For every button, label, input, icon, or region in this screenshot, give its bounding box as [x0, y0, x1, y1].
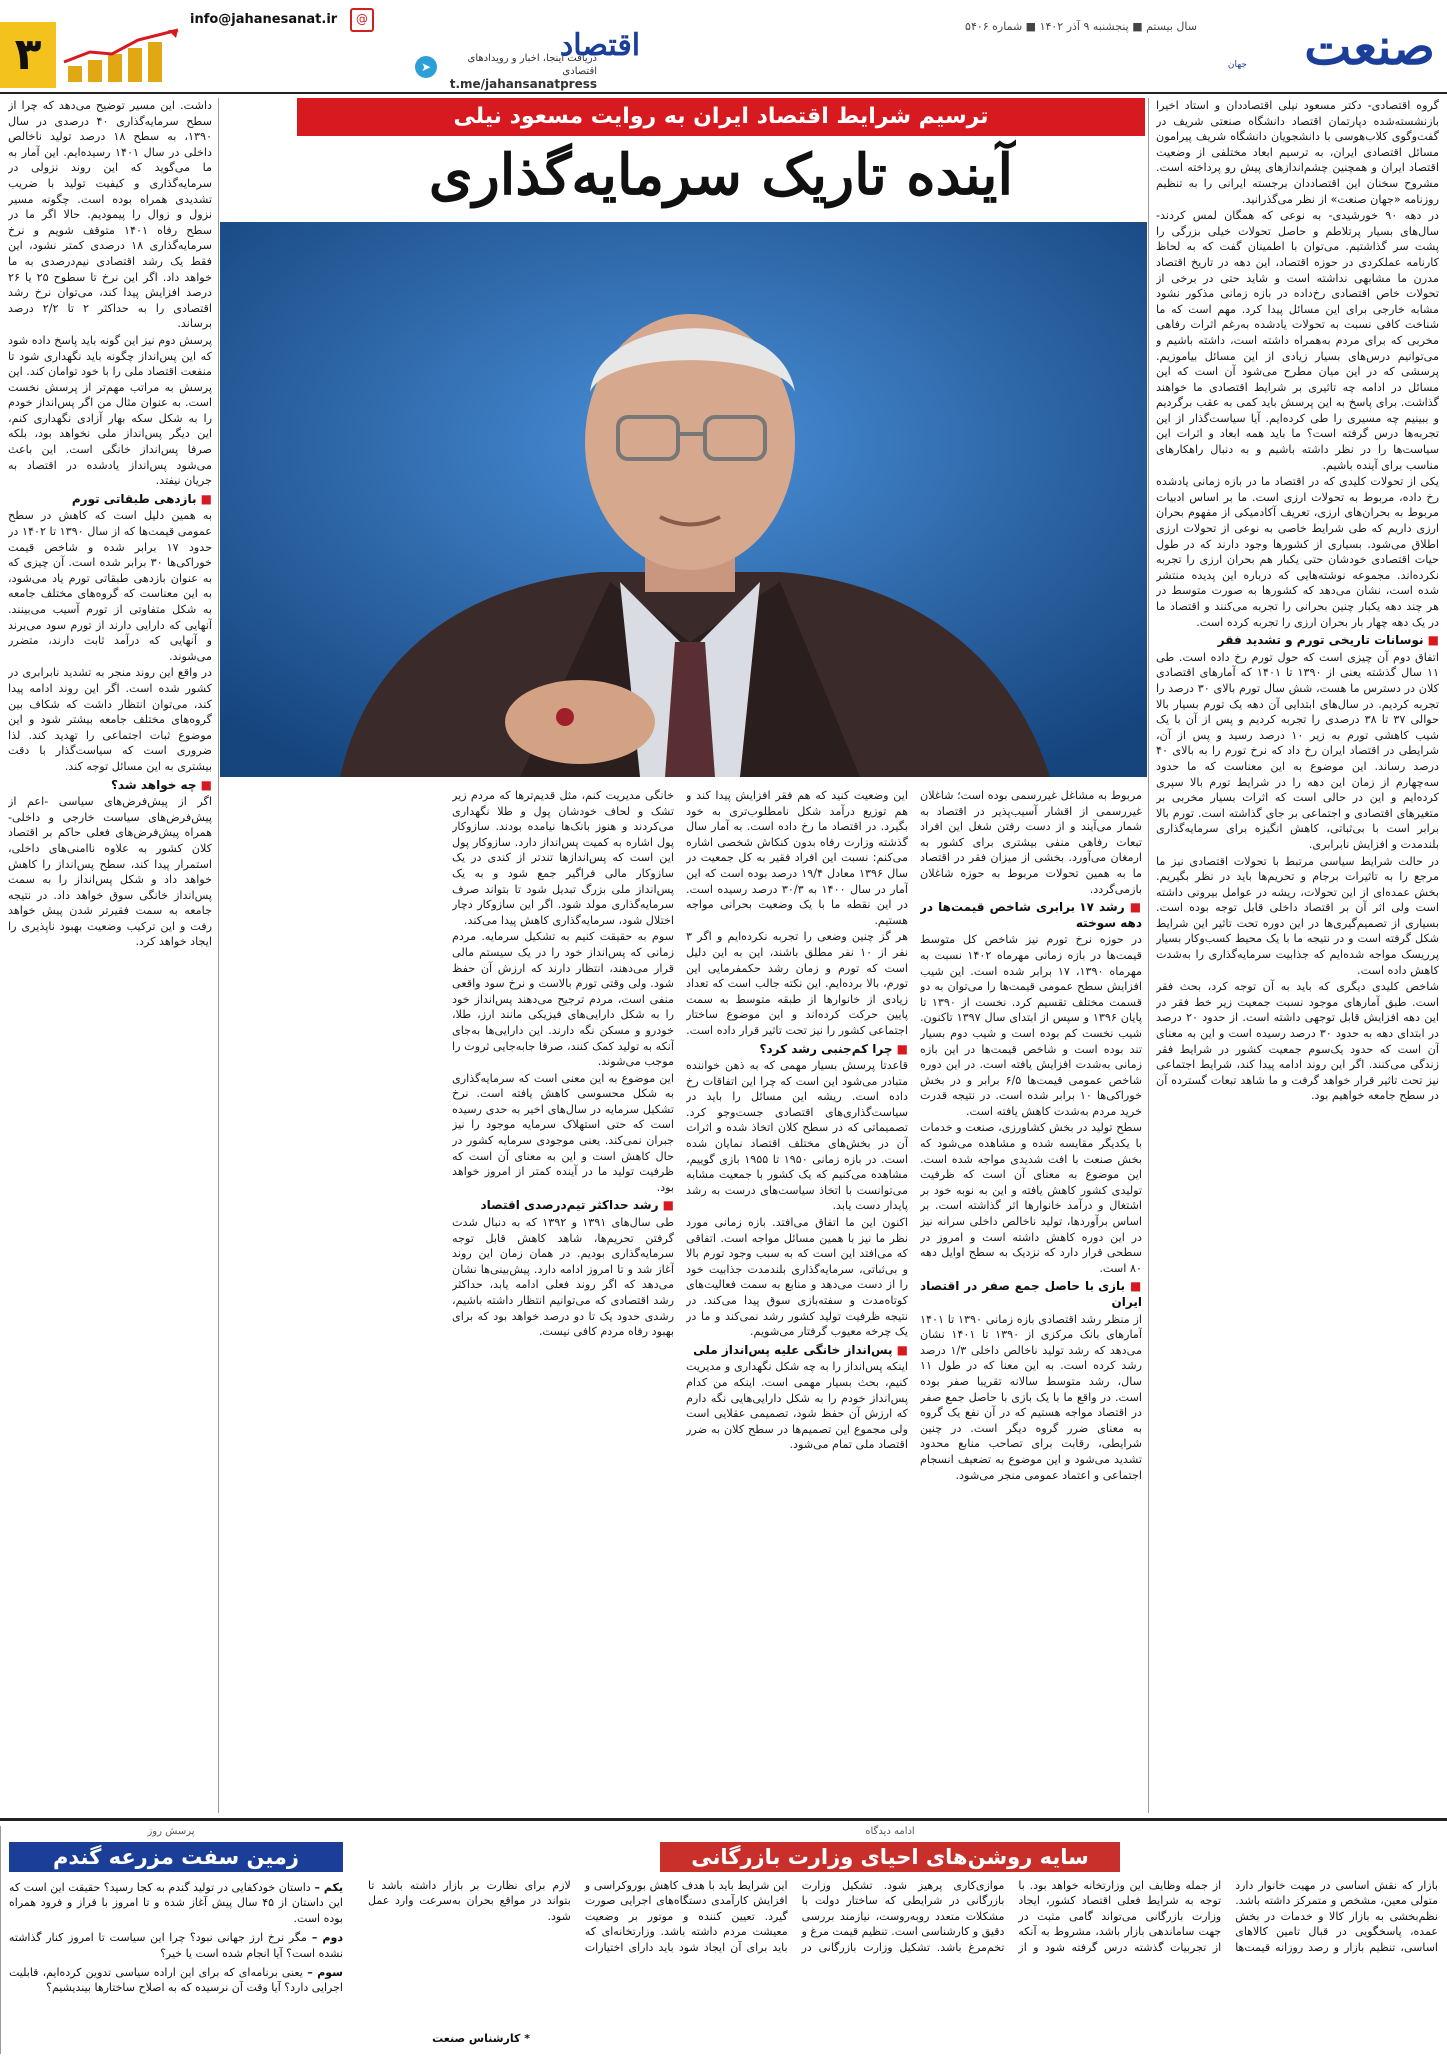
issue-info: سال بیستم ■ پنجشنبه ۹ آذر ۱۴۰۲ ■ شماره ۵۴۰۶: [965, 20, 1197, 33]
paragraph: این وضعیت کنید که هم فقر افزایش پیدا کند و هم توزیع درآمد شکل نامطلوب‌تری به خود بگیرد. در اقتصاد ما رخ داده است. به آمار سال گذشته وزارت رفاه بدون کنکاش شخصی اشاره می‌کنم: نسبت این افراد فقیر به کل جمعیت در سال ۱۳۹۶ معادل ۱۹/۴ درصد بوده است که این آمار در سال ۱۴۰۰ به ۳۰/۳ درصد رسیده است. در این نقطه ما با یک وضعیت بحرانی مواجه هستیم.: [686, 789, 908, 927]
question-item: [9, 1880, 343, 1926]
rising-coins-icon: [60, 28, 190, 83]
question-label: پرسش روز: [147, 1826, 195, 1837]
paragraph: در حالت شرایط سیاسی مرتبط با تحولات اقتصادی نیز ما مرجع را به تاثیرات برجام و تحریم‌ها باید در نظر بگیریم. بخش عمده‌ای از این تحولات، ریشه در عوامل بیرونی داشته است ولی اثر آن بر اقتصاد داخلی قابل توجه بوده است. بسیاری از تصمیم‌گیری‌ها در این دوره تحت تاثیر این شرایط شکل گرفته است و در نتیجه ما با یک محیط کسب‌وکار بسیار پرریسک مواجه شده‌ایم که جذابیت سرمایه‌گذاری را به‌شدت کاهش داده است.: [1156, 854, 1439, 977]
commentary-box: [360, 1826, 1447, 2054]
question-text: یعنی برنامه‌ای که برای این اراده سیاسی تدوین کرده‌ایم، قابلیت اجرایی دارد؟ آیا وقت آن نرسیده که به اصلاح ساختارها بیندیشیم؟: [9, 1966, 343, 1995]
bottom-divider: [0, 1818, 1447, 1821]
question-text: مگر نرخ ارز جهانی نبود؟ چرا این سیاست تا امروز کنار گذاشته نشده است؟ آیا انجام شده است یا خیر؟: [9, 1931, 343, 1960]
commentary-text: بازار که نقش اساسی در مهیت خانوار دارد متولی معین، مشخص و متمرکز داشته باشد. نظم‌بخشی به بازار کالا و خدمات در بخش عمده، پاسخگویی در قبال تامین کالاهای اساسی، تنظیم بازار و رصد روزانه قیمت‌ها از جمله وظایف این وزارتخانه خواهد بود. با توجه به شرایط فعلی اقتصاد کشور، ایجاد وزارت بازرگانی می‌تواند گامی مثبت در جهت ساماندهی بازار باشد، مشروط به آنکه از تجربیات گذشته درس گرفته شود و از موازی‌کاری پرهیز شود. تشکیل وزارت بازرگانی در شرایطی که ساختار دولت با مشکلات متعدد روبه‌روست، نیازمند بررسی دقیق و کارشناسی است. تنظیم قیمت مرغ و تخم‌مرغ باشد. تشکیل وزارت بازرگانی در این شرایط باید با هدف کاهش بوروکراسی و افزایش کارآمدی دستگاه‌های اجرایی صورت گیرد. تعیین کننده و موتور بر وضعیت معیشت مردم داشته باشد. وزارتخانه‌ای که باید برای آن ایجاد شود باید دارای اختیارات لازم برای نظارت بر بازار داشته باشد تا بتواند در مواقع بحران به‌سرعت وارد عمل شود.: [368, 1879, 1438, 1954]
paragraph: مربوط به مشاغل غیررسمی بوده است؛ شاغلان غیررسمی از اقشار آسیب‌پذیر در اقتصاد به شمار می‌آیند و از دست رفتن شغل این افراد تبعات رفاهی منفی بیشتری برای کشور به ارمغان می‌آورد. بخشی از میزان فقر در اقتصاد ما به همین تحولات مربوط به حوزه شاغلان بازمی‌گردد.: [920, 789, 1142, 896]
masthead: [0, 0, 1447, 94]
paragraph: یکی از تحولات کلیدی که در اقتصاد ما در بازه زمانی یادشده رخ داده، مربوط به تحولات ارزی است. ما بر اساس ادبیات مربوط به بحران‌های ارزی، تعریف آکادمیکی از مفهوم بحران ارزی داریم که طی شرایط خاصی به نوعی از تحولات ارزی اطلاق می‌شود. بسیاری از کشورها وجود دارند که در طول حیات اقتصادی خودشان حتی یکبار هم بحران ارزی را تجربه نکرده‌اند. مجموعه نوشته‌هایی که درباره این پدیده منتشر شده است، نشان می‌دهد که کشورها به صورت متوسط در هر چند دهه یکبار چنین بحرانی را تجربه می‌کنند و اقتصاد ما در یک دهه چهار بار بحران ارزی را تجربه کرده است.: [1156, 475, 1439, 629]
paragraph: این موضوع به این معنی است که سرمایه‌گذاری به شکل محسوسی کاهش یافته است. نرخ تشکیل سرمایه در سال‌های اخیر به حدی رسیده است که حتی استهلاک سرمایه موجود را نیز جبران نمی‌کند. یعنی موجودی سرمایه کشور در حال کاهش است و این به معنای آن است که ظرفیت تولید ما در آینده کمتر از امروز خواهد بود.: [452, 1071, 674, 1194]
telegram-link[interactable]: t.me/jahansanatpress: [449, 77, 597, 91]
column-divider: [1148, 98, 1149, 1813]
page-number: ۳: [0, 22, 56, 88]
article-headline: آینده تاریک سرمایه‌گذاری: [428, 142, 1014, 208]
subheading: ■ نوسانات تاریخی تورم و تشدید فقر: [1156, 633, 1439, 649]
paragraph: در دهه ۹۰ خورشیدی- به نوعی که همگان لمس کردند- سال‌های بسیار پرتلاطم و حاصل تحولات خیلی بزرگی را پشت سر گذاشتیم. می‌توان با اطمینان گفت که به لحاظ کارنامه عملکردی در حوزه اقتصاد، این دهه در تاریخ اقتصاد مدرن ما مشابهی نداشته است و شاید حتی در برخی از تحولات خاص اقتصادی رخ‌داده در بازه زمانی مذکور نشود مشابه خارجی برای این مسائل پیدا کرد. مهم است که ما شناخت کافی نسبت به تحولات یادشده به‌رغم اثرات رفاهی مخربی که برای مردم به‌همراه داشته است، داشته باشیم و می‌توانیم درس‌های بسیار زیادی از این مسائل بیاموزیم. پرسشی که در این میان مطرح می‌شود آن است که این مسائل در ادامه چه تاثیری بر شرایط اقتصادی ما خواهند گذاشت. برای پاسخ به این پرسش باید کمی به عقب برگردیم و ببینیم چه مسیری را طی کرده‌ایم. آیا سیاست‌گذار از این تجربه‌ها درس گرفته است؟ ما باید همه ابعاد و اثرات این سیاست‌ها را در نظر داشته باشیم و به دنبال راهکارهای مناسب برای آینده باشیم.: [1156, 209, 1439, 472]
logo-subtitle: جهان: [1227, 60, 1247, 70]
paragraph: هر گز چنین وضعی را تجربه نکرده‌ایم و اگر ۳ نفر از ۱۰ نفر مطلق باشند، این به این دلیل است که تورم و زمان رشد حکمفرمایی این تورم، بالا برده‌ایم. این نکته جالب است که تعداد زیادی از خانوارها از طبقه متوسط به سمت پایین حرکت کرده‌اند و این موضوع ساختار اجتماعی کشور را نیز تحت تاثیر قرار داده است.: [686, 930, 908, 1037]
paragraph: طی سال‌های ۱۳۹۱ و ۱۳۹۲ که به دنبال شدت گرفتن تحریم‌ها، شاهد کاهش قابل توجه سرمایه‌گذاری بودیم. در همان زمان این روند آغاز شد و تا امروز ادامه دارد. پیش‌بینی‌ها نشان می‌دهد که اگر روند فعلی ادامه یابد، حداکثر رشد اقتصادی که می‌توانیم انتظار داشته باشیم، رشدی حدود یک تا دو درصد خواهد بود که برای بهبود رفاه مردم کافی نیست.: [452, 1216, 674, 1339]
commentary-label: ادامه دیدگاه: [865, 1826, 915, 1837]
question-text: داستان خودکفایی در تولید گندم به کجا رسید؟ حقیقت این است که این داستان از ۴۵ سال پیش آغاز شده و تا امروز با فراز و فرود همراه بوده است.: [9, 1881, 343, 1925]
paragraph: اکنون این ما اتفاق می‌افتد. بازه زمانی مورد نظر ما نیز با همین مسائل مواجه است. اتفاقی که می‌افتد این است که به سبب وجود تورم بالا و بی‌ثباتی، سرمایه‌گذاری بلندمدت جذابیت خود را از دست می‌دهد و منابع به سمت فعالیت‌های کوتاه‌مدت و سفته‌بازی سوق پیدا می‌کند. در نتیجه ظرفیت تولید کشور رشد نمی‌کند و ما در یک چرخه معیوب گرفتار می‌شویم.: [686, 1216, 908, 1339]
subheading: ■ رشد حداکثر تیم‌درصدی اقتصاد: [452, 1198, 674, 1214]
paragraph: شاخص کلیدی دیگری که باید به آن توجه کرد، بحث فقر است. طبق آمارهای موجود نسبت جمعیت زیر خط فقر در این دهه افزایش قابل توجهی داشته است. از حدود ۲۰ درصد در ابتدای دهه به حدود ۳۰ درصد رسیده است و این به معنای آن است که حدود یک‌سوم جمعیت کشور در شرایط فقر زندگی می‌کنند. اگر این روند ادامه پیدا کند، شرایط اجتماعی نیز تحت تاثیر قرار خواهد گرفت و ما شاهد تبعات گسترده آن در سطح جامعه خواهیم بود.: [1156, 980, 1439, 1103]
paragraph: گروه اقتصادی- دکتر مسعود نیلی اقتصاددان و استاد اخیرا بازنشسته‌شده دپارتمان اقتصاد دانشگاه صنعتی شریف در گفت‌وگوی کلاب‌هوسی با دانشجویان دانشگاه شریف پیرامون مسائل اقتصادی ایران، به ترسیم ابعاد مختلفی از وضعیت اقتصاد ایران و همچنین چشم‌اندازهای پیش رو پرداخته است. مشروح سخنان این اقتصاددان برجسته ایرانی را به تنظیم روزنامه «جهان صنعت» از نظر می‌گذرانید.: [1156, 99, 1439, 206]
subheading: ■ رشد ۱۷ برابری شاخص قیمت‌ها در دهه سوخته: [920, 900, 1142, 931]
paragraph: از منظر رشد اقتصادی بازه زمانی ۱۳۹۰ تا ۱۴۰۱ آمارهای بانک مرکزی از ۱۳۹۰ تا ۱۴۰۱ نشان می‌دهد که رشد تولید ناخالص داخلی ۱/۳ درصد رشد کرده است. به این معنا که در طول ۱۱ سال، رشد متوسط سالانه تقریبا صفر بوده است. در واقع ما با یک بازی با حاصل جمع صفر در اقتصاد مواجه هستیم که در آن نفع یک گروه به معنای ضرر گروه دیگر است. در چنین شرایطی، رقابت برای تصاحب منابع محدود تشدید می‌شود و این موضوع به تضعیف انسجام اجتماعی و اعتماد عمومی منجر می‌شود.: [920, 1312, 1142, 1482]
paragraph: در واقع این روند منجر به تشدید نابرابری در کشور شده است. اگر این روند ادامه پیدا کند، می‌توان انتظار داشت که شکاف بین گروه‌های مختلف جامعه بیشتر شود و این موضوع ثبات اجتماعی را تهدید کند. لذا ضروری است که سیاست‌گذار با دقت بیشتری به این مسائل توجه کند.: [8, 666, 212, 773]
newspaper-logo[interactable]: صنعت: [1304, 17, 1435, 76]
article-kicker: ترسیم شرایط اقتصاد ایران به روایت مسعود نیلی: [297, 98, 1145, 136]
telegram-title: دریافت اینجا، اخبار و رویدادهای اقتصادی: [467, 53, 597, 77]
commentary-title: سایه روشن‌های احیای وزارت بازرگانی: [660, 1842, 1120, 1872]
portrait-illustration: [220, 222, 1147, 777]
article-column-right: [1156, 98, 1439, 1810]
subheading: ■ بازدهی طبقاتی تورم: [8, 492, 212, 508]
subheading: ■ بازی با حاصل جمع صفر در اقتصاد ایران: [920, 1279, 1142, 1310]
paragraph: اگر از پیش‌فرض‌های سیاسی -اعم از پیش‌فرض‌های سیاست خارجی و داخلی- همراه پیش‌فرض‌های فعلی حاکم بر اقتصاد کلان کشور به علاوه ناامنی‌های داخلی، استمرار پیدا کند، سطح پس‌انداز را کاهش خواهد داد و شکل پس‌انداز را به سمت پس‌انداز خانگی سوق خواهد داد. در نتیجه جامعه به سمت فقیرتر شدن پیش خواهد رفت و این ترکیب وضعیت بهبود ناپذیری را ایجاد خواهد کرد.: [8, 795, 212, 949]
question-list: [9, 1880, 343, 2050]
article-photo: [220, 222, 1147, 777]
question-item: [9, 1930, 343, 1961]
question-number: سوم –: [302, 1966, 343, 1980]
question-title: زمین سفت مزرعه گندم: [9, 1842, 343, 1872]
email-icon[interactable]: @: [350, 8, 374, 32]
paragraph: به همین دلیل است که کاهش در سطح عمومی قیمت‌ها که از سال ۱۳۹۰ تا ۱۴۰۲ در حدود ۱۷ برابر شده و شاخص قیمت خوراکی‌ها ۳۰ برابر شده است. آن چیزی که به عنوان بازدهی طبقاتی تورم یاد می‌شود، به این معناست که گروه‌های مختلف جامعه به شکل متفاوتی از تورم آسیب می‌بینند. آنهایی که دارایی دارند از تورم سود می‌برند و آنهایی که درآمد ثابت دارند، متضرر می‌شوند.: [8, 509, 212, 663]
paragraph: داشت. این مسیر توضیح می‌دهد که چرا از سطح سرمایه‌گذاری ۴۰ درصدی در سال ۱۳۹۰، به سطح ۱۸ درصد تولید ناخالص داخلی در سال ۱۴۰۱ رسیده‌ایم. این آمار به ما می‌گوید که این روند نزولی در سرمایه‌گذاری و کیفیت تولید با ضریب تشدیدی همراه بوده است. چگونه مسیر نزول و زوال را پیمودیم. حالا اگر ما در سطح رفاه ۱۴۰۱ متوقف شویم و نرخ سرمایه‌گذاری ۱۸ درصدی کمتر نشود، این فقط یک رشد اقتصادی نیم‌درصدی به ما خواهد داد. اگر این نرخ تا سطوح ۲۵ یا ۲۶ درصد افزایش پیدا کند، می‌توان نرخ رشد اقتصادی را به حداکثر ۲ تا ۲/۲ درصد برساند.: [8, 99, 212, 331]
commentary-author: * کارشناس صنعت: [432, 2032, 530, 2045]
article-column-2: [920, 788, 1142, 1810]
paragraph: سطح تولید در بخش کشاورزی، صنعت و خدمات با یکدیگر مقایسه شده و مشاهده می‌شود که بخش صنعت با افت شدیدی مواجه شده است. این موضوع به معنای آن است که ظرفیت تولیدی کشور کاهش یافته و این به نوبه خود بر اشتغال و درآمد خانوارها اثر گذاشته است. بر اساس برآوردها، تولید ناخالص داخلی سرانه نیز در این دوره کاهش داشته است و امروز در سطحی قرار دارد که نزدیک به سطح اوایل دهه ۸۰ است.: [920, 1121, 1142, 1275]
paragraph: اتفاق دوم آن چیزی است که حول تورم رخ داده است. طی ۱۱ سال گذشته یعنی از ۱۳۹۰ تا ۱۴۰۱ که آمارهای اقتصادی کلان در دسترس ما هست، شش سال تورم بالای ۳۰ درصد را تجربه کردیم. در سال‌های ابتدایی آن دهه یک تورم بسیار بالا حوالی ۳۷ تا ۳۸ درصدی را تجربه کردیم و پس از آن با یک شیب کاهشی تورم به زیر ۱۰ درصد رسید و پس از آن، شرایطی در اقتصاد ایران رخ داد که نرخ تورم را به بالای ۴۰ درصد رساند. این موضوع به این معناست که ما حدود سه‌چهارم از زمان این دهه را در شرایط تورم بالا سپری کرده‌ایم و این در حالی است که اثرات بسیار مخربی بر متغیرهای اقتصادی و اجتماعی بر جای گذاشته است. تورم بالا برابر است با بی‌ثباتی، کاهش انگیزه برای سرمایه‌گذاری بلندمدت و افزایش نابرابری.: [1156, 650, 1439, 851]
paragraph: قاعدتا پرسش بسیار مهمی که به ذهن خواننده متبادر می‌شود این است که چرا این اتفاقات رخ داده است. ریشه این مسائل را باید در سیاست‌گذاری‌های اقتصادی جست‌وجو کرد. تصمیماتی که در سطح کلان اتخاذ شده و اثرات آن در بخش‌های مختلف اقتصاد نمایان شده است. در بازه زمانی ۱۹۵۰ تا ۱۹۵۵ بازی گوییم، مشاهده می‌کنیم که یک کشور با جمعیت مشابه می‌توانست با اتخاذ سیاست‌های درست به رشد پایدار دست یابد.: [686, 1059, 908, 1213]
email-address[interactable]: info@jahanesanat.ir: [190, 12, 338, 27]
column-divider: [218, 98, 219, 1813]
article-column-5: [226, 788, 440, 1810]
question-item: [9, 1965, 343, 1996]
subheading: ■ چه خواهد شد؟: [8, 778, 212, 794]
paragraph: پرسش دوم نیز این گونه باید پاسخ داده شود که این پس‌انداز چگونه باید نگهداری شود تا منفعت اقتصاد ملی را با خود توامان کند. این پرسش به مراتب مهم‌تر از پرسش نخست است. به عنوان مثال من اگر پس‌انداز خودم را به شکل سکه بهار آزادی نگهداری کنم، این دیگر پس‌انداز ملی نخواهد بود، بلکه صرفا پس‌انداز خانگی است. این باعث می‌شود پس‌انداز یادشده در اقتصاد به جریان نیفتد.: [8, 333, 212, 488]
paragraph: در حوزه نرخ تورم نیز شاخص کل متوسط قیمت‌ها در بازه زمانی مهرماه ۱۴۰۲ نسبت به مهرماه ۱۳۹۰، ۱۷ برابر شده است. این شیب افزایش سطح عمومی قیمت‌ها را می‌توان به دو قسمت مختلف تقسیم کرد. نخست از ۱۳۹۰ تا پایان ۱۳۹۶ و سپس از ابتدای سال ۱۳۹۷ تاکنون. شیب نخست کم بوده است و شیب دوم بسیار تند بوده است و شاخص قیمت‌ها در این بازه زمانی به‌شدت افزایش یافته است. در این دوره شاخص عمومی قیمت‌ها ۶/۵ برابر و در بخش خوراکی‌ها ۱۰ برابر شده است. در نتیجه قدرت خرید مردم به‌شدت کاهش یافته است.: [920, 933, 1142, 1118]
subheading: ■ چرا کم‌جنبی رشد کرد؟: [686, 1042, 908, 1058]
article-column-4: [452, 788, 674, 1810]
paragraph: سوم به حقیقت کنیم به تشکیل سرمایه. مردم زمانی که پس‌انداز خود را در یک سیستم مالی قرار می‌دهند، انتظار دارند که ارزش آن حفظ شود. ولی وقتی تورم بالاست و نرخ سود واقعی منفی است، مردم ترجیح می‌دهند پس‌انداز خود را به شکل دارایی‌های فیزیکی مانند ارز، طلا، خودرو و مسکن نگه دارند. این دارایی‌ها به‌جای آنکه به تولید کمک کنند، صرفا جابه‌جایی ثروت را موجب می‌شوند.: [452, 930, 674, 1069]
question-box: [0, 1826, 351, 2054]
section-title: اقتصاد: [559, 28, 641, 63]
article-column-3: [686, 788, 908, 1810]
paragraph: اینکه پس‌انداز را به چه شکل نگهداری و مدیریت کنیم، بحث بسیار مهمی است. اینکه من کدام پس‌انداز خودم را به شکل دارایی‌هایی نگه دارم که ارزش آن حفظ شود، تصمیمی عقلایی است ولی مجموع این تصمیم‌ها در سطح کلان به ضرر اقتصاد ملی تمام می‌شود.: [686, 1360, 908, 1452]
telegram-icon[interactable]: ➤: [415, 56, 437, 78]
question-number: یکم –: [310, 1881, 343, 1894]
subheading: ■ پس‌انداز خانگی علیه پس‌انداز ملی: [686, 1343, 908, 1359]
article-column-left: [8, 98, 212, 1810]
question-number: دوم –: [306, 1931, 343, 1945]
paragraph: خانگی مدیریت کنم، مثل قدیم‌ترها که مردم زیر تشک و لحاف خودشان پول و طلا نگهداری می‌کردند و هنوز بانک‌ها نیامده بودند. سازوکار پول اشاره به کمیت پس‌انداز دارد. سازوکار پول این است که پس‌اندازها تندتر از کندی در یک سازوکار مالی فراگیر جمع شود و به یک پس‌انداز ملی بزرگ تبدیل شود تا بتواند صرف سرمایه‌گذاری مولد شود. اگر این سازوکار دچار اختلال شود، سرمایه‌گذاری کاهش پیدا می‌کند.: [452, 789, 674, 927]
